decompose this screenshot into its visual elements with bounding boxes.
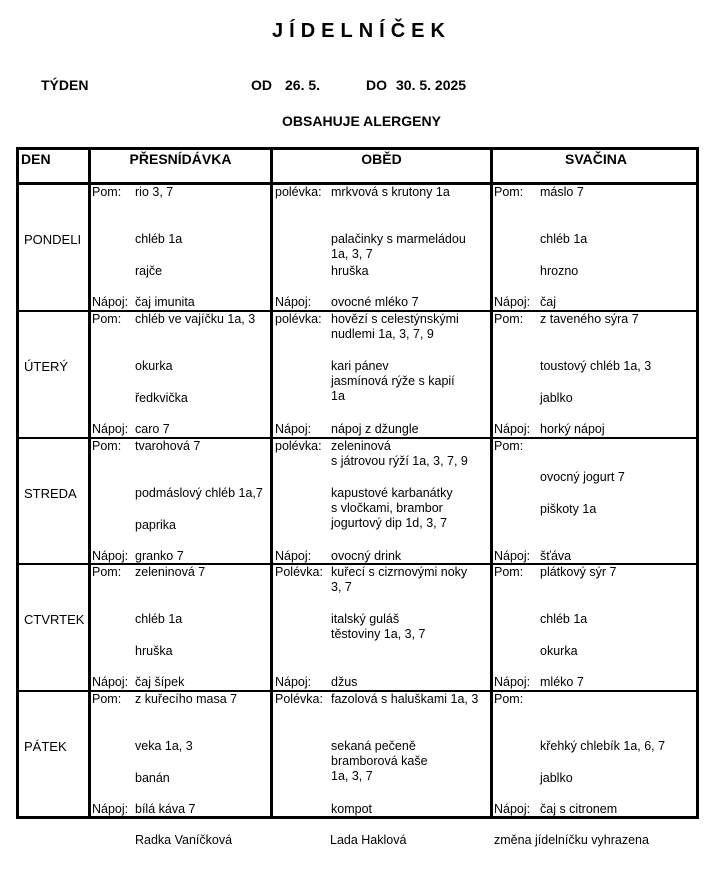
header-lunch: OBĚD: [361, 151, 402, 167]
lunch-soup-label: polévka:: [275, 185, 322, 199]
snack1-item: hruška: [135, 644, 173, 658]
week-label: TÝDEN: [41, 77, 89, 93]
lunch-soup: kuřecí s cizrnovými noky: [331, 565, 468, 579]
header-snack2: SVAČINA: [565, 151, 627, 167]
lunch-soup: nudlemi 1a, 3, 7, 9: [331, 327, 434, 341]
snack1-pom-item: rio 3, 7: [135, 185, 174, 199]
lunch-main: bramborová kaše: [331, 754, 428, 768]
lunch-soup: fazolová s haluškami 1a, 3: [331, 692, 479, 706]
snack1-item: podmáslový chléb 1a,7: [135, 486, 263, 500]
snack2-drink: čaj s citronem: [540, 802, 618, 816]
snack1-drink-label: Nápoj:: [92, 802, 129, 816]
snack1-item: paprika: [135, 518, 176, 532]
snack2-item: chléb 1a: [540, 232, 588, 246]
lunch-drink: kompot: [331, 802, 372, 816]
lunch-main: s vločkami, brambor: [331, 501, 443, 515]
od-date: 26. 5.: [285, 77, 321, 93]
snack1-pom-item: tvarohová 7: [135, 439, 201, 453]
snack1-pom-label: Pom:: [92, 439, 122, 453]
snack1-item: chléb 1a: [135, 232, 183, 246]
day-name: STREDA: [24, 486, 77, 501]
snack1-item: chléb 1a: [135, 612, 183, 626]
snack2-pom-label: Pom:: [494, 185, 524, 199]
lunch-soup: hovězí s celestýnskými: [331, 312, 459, 326]
snack1-item: ředkvička: [135, 391, 188, 405]
snack2-pom-label: Pom:: [494, 565, 524, 579]
lunch-main: italský guláš: [331, 612, 400, 626]
snack1-drink-label: Nápoj:: [92, 295, 129, 309]
snack1-pom-label: Pom:: [92, 185, 122, 199]
snack2-pom-label: Pom:: [494, 312, 524, 326]
snack2-drink-label: Nápoj:: [494, 422, 531, 436]
snack2-item: piškoty 1a: [540, 502, 597, 516]
lunch-soup-label: polévka:: [275, 439, 322, 453]
snack2-drink: horký nápoj: [540, 422, 605, 436]
lunch-drink-label: Nápoj:: [275, 295, 312, 309]
footer-cook-1: Radka Vaníčková: [135, 833, 233, 847]
snack2-drink-label: Nápoj:: [494, 295, 531, 309]
footer-cook-2: Lada Haklová: [330, 833, 407, 847]
do-date: 30. 5. 2025: [396, 77, 467, 93]
snack2-item: ovocný jogurt 7: [540, 470, 625, 484]
snack2-drink-label: Nápoj:: [494, 549, 531, 563]
allergens-notice: OBSAHUJE ALERGENY: [282, 113, 441, 129]
snack1-pom-label: Pom:: [92, 692, 122, 706]
snack1-item: veka 1a, 3: [135, 739, 193, 753]
snack1-item: okurka: [135, 359, 173, 373]
footer-note: změna jídelníčku vyhrazena: [494, 833, 649, 847]
lunch-main: 1a, 3, 7: [331, 247, 373, 261]
lunch-main: kari pánev: [331, 359, 389, 373]
snack1-pom-item: zeleninová 7: [135, 565, 206, 579]
lunch-main: hruška: [331, 264, 369, 278]
snack1-drink-label: Nápoj:: [92, 675, 129, 689]
snack1-pom-label: Pom:: [92, 565, 122, 579]
snack1-drink-label: Nápoj:: [92, 549, 129, 563]
snack2-drink: mléko 7: [540, 675, 584, 689]
lunch-main: jasmínová rýže s kapií: [331, 374, 455, 388]
snack2-drink-label: Nápoj:: [494, 802, 531, 816]
page-title: JÍDELNÍČEK: [272, 20, 451, 42]
snack1-pom-label: Pom:: [92, 312, 122, 326]
snack1-drink: granko 7: [135, 549, 184, 563]
lunch-main: 1a: [331, 389, 345, 403]
snack2-item: křehký chlebík 1a, 6, 7: [540, 739, 666, 753]
header-snack1: PŘESNÍDÁVKA: [129, 151, 232, 167]
snack2-item: okurka: [540, 644, 578, 658]
snack2-item: hrozno: [540, 264, 579, 278]
snack2-pom-item: z taveného sýra 7: [540, 312, 639, 326]
lunch-drink: ovocné mléko 7: [331, 295, 419, 309]
snack1-drink: čaj imunita: [135, 295, 195, 309]
snack2-item: chléb 1a: [540, 612, 588, 626]
column-divider: [270, 147, 273, 819]
snack2-item: jablko: [540, 771, 573, 785]
lunch-drink-label: Nápoj:: [275, 422, 312, 436]
lunch-soup: s játrovou rýží 1a, 3, 7, 9: [331, 454, 468, 468]
snack2-item: toustový chléb 1a, 3: [540, 359, 652, 373]
snack2-pom-label: Pom:: [494, 439, 524, 453]
snack2-pom-item: plátkový sýr 7: [540, 565, 617, 579]
snack1-pom-item: chléb ve vajíčku 1a, 3: [135, 312, 256, 326]
lunch-main: sekaná pečeně: [331, 739, 416, 753]
snack1-drink: caro 7: [135, 422, 170, 436]
od-label: OD: [251, 77, 272, 93]
lunch-soup: zeleninová: [331, 439, 391, 453]
lunch-drink-label: Nápoj:: [275, 549, 312, 563]
snack2-drink: čaj: [540, 295, 556, 309]
lunch-drink: džus: [331, 675, 358, 689]
lunch-soup: 3, 7: [331, 580, 352, 594]
column-divider: [490, 147, 493, 819]
snack2-drink-label: Nápoj:: [494, 675, 531, 689]
lunch-drink: ovocný drink: [331, 549, 402, 563]
column-divider: [88, 147, 91, 819]
day-name: PÁTEK: [24, 739, 67, 754]
lunch-main: těstoviny 1a, 3, 7: [331, 627, 426, 641]
snack1-drink-label: Nápoj:: [92, 422, 129, 436]
lunch-drink: nápoj z džungle: [331, 422, 419, 436]
snack2-drink: šťáva: [540, 549, 572, 563]
lunch-main: palačinky s marmeládou: [331, 232, 466, 246]
lunch-soup-label: Polévka:: [275, 565, 323, 579]
do-label: DO: [366, 77, 387, 93]
day-name: ÚTERÝ: [24, 359, 69, 374]
lunch-main: 1a, 3, 7: [331, 769, 373, 783]
day-name: PONDELI: [24, 232, 82, 247]
lunch-drink-label: Nápoj:: [275, 675, 312, 689]
lunch-soup-label: polévka:: [275, 312, 322, 326]
header-day: DEN: [21, 151, 51, 167]
snack1-item: rajče: [135, 264, 163, 278]
lunch-main: jogurtový dip 1d, 3, 7: [331, 516, 448, 530]
snack2-item: jablko: [540, 391, 573, 405]
lunch-soup: mrkvová s krutony 1a: [331, 185, 450, 199]
snack1-drink: bílá káva 7: [135, 802, 196, 816]
snack2-pom-item: máslo 7: [540, 185, 584, 199]
snack1-drink: čaj šípek: [135, 675, 185, 689]
snack1-item: banán: [135, 771, 170, 785]
snack1-pom-item: z kuřecího masa 7: [135, 692, 238, 706]
day-name: CTVRTEK: [24, 612, 85, 627]
snack2-pom-label: Pom:: [494, 692, 524, 706]
lunch-main: kapustové karbanátky: [331, 486, 453, 500]
lunch-soup-label: Polévka:: [275, 692, 323, 706]
